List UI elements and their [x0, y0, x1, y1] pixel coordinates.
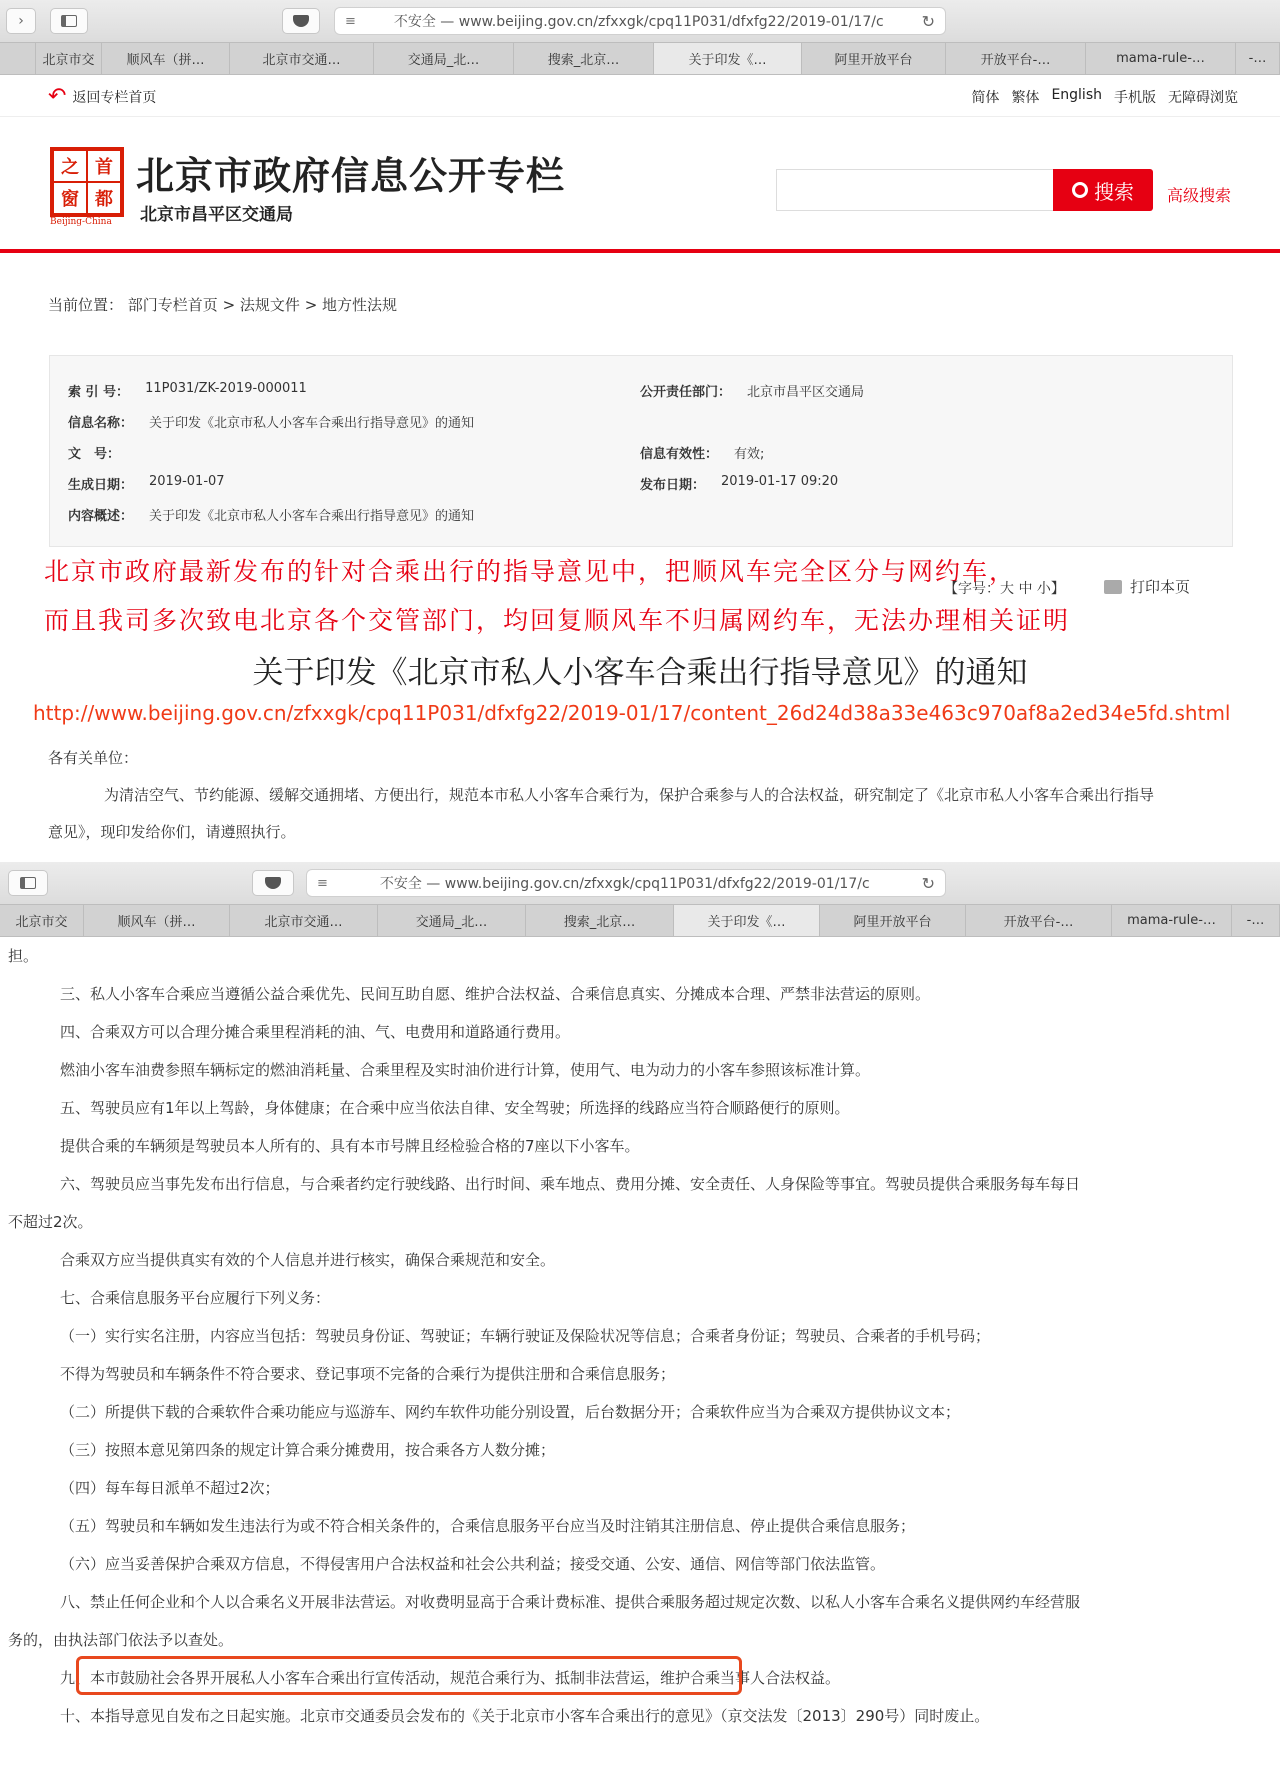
tab-spacer [0, 43, 36, 74]
site-header [0, 117, 1280, 253]
tab-item[interactable]: 搜索_北京… [526, 905, 674, 936]
print-page-link[interactable] [1104, 576, 1190, 597]
body-line: （六）应当妥善保护合乘双方信息，不得侵害用户合法权益和社会公共利益；接受交通、公安、通信、网信等部门依法监管。 [60, 1555, 886, 1573]
tab-item[interactable]: 北京市交通… [230, 43, 374, 74]
search-button[interactable] [1053, 169, 1153, 211]
address-bar[interactable] [306, 869, 946, 897]
back-home-link[interactable] [48, 84, 157, 109]
mobile-version-link[interactable]: 手机版 [1114, 90, 1156, 106]
back-arrow-icon: ↶ [48, 84, 67, 109]
tab-item[interactable]: 交通局_北… [374, 43, 514, 74]
accessibility-link[interactable]: 无障碍浏览 [1168, 90, 1238, 106]
intro-paragraph: 意见》，现印发给你们，请遵照执行。 [48, 823, 296, 841]
site-topbar [0, 75, 1280, 117]
sidebar-toggle-button[interactable] [50, 8, 88, 34]
search-button-label: 搜索 [1094, 179, 1134, 204]
printer-icon [1104, 580, 1122, 594]
tab-item[interactable]: 北京市交 [0, 905, 84, 936]
tab-item[interactable]: -… [1232, 905, 1280, 936]
advanced-search-link[interactable]: 高级搜索 [1167, 186, 1232, 205]
browser-toolbar [0, 0, 1280, 42]
body-line: 务的，由执法部门依法予以查处。 [8, 1631, 234, 1649]
site-logo[interactable]: 之 首 窗 都 [50, 147, 124, 217]
address-text: 不安全 — www.beijing.gov.cn/zfxxgk/cpq11P031/dfxfg22/2019-01/17/c [379, 876, 870, 892]
site-title: 北京市政府信息公开专栏 [136, 154, 566, 198]
tab-item[interactable]: 搜索_北京… [514, 43, 654, 74]
tab-item[interactable]: -… [1236, 43, 1280, 74]
address-bar[interactable] [334, 7, 946, 35]
lang-traditional[interactable]: 繁体 [1011, 90, 1040, 106]
body-line: （五）驾驶员和车辆如发生违法行为或不符合相关条件的，合乘信息服务平台应当及时注销其注册信息、停止提供合乘信息服务； [60, 1517, 916, 1535]
body-line: 八、禁止任何企业和个人以合乘名义开展非法营运。对收费明显高于合乘计费标准、提供合乘服务超过规定次数、以私人小客车合乘名义提供网约车经营服 [60, 1593, 1081, 1611]
forward-button[interactable] [6, 8, 36, 34]
body-line: 四、合乘双方可以合理分摊合乘里程消耗的油、气、电费用和道路通行费用。 [60, 1023, 571, 1041]
back-home-label: 返回专栏首页 [72, 90, 157, 106]
reader-icon: ≡ [345, 13, 356, 29]
body-line: 提供合乘的车辆须是驾驶员本人所有的、具有本市号牌且经检验合格的7座以下小客车。 [60, 1137, 640, 1155]
annotation-line-2: 而且我司多次致电北京各个交管部门，均回复顺风车不归属网约车，无法办理相关证明 [44, 606, 1071, 635]
tab-item-active[interactable]: 关于印发《… [674, 905, 820, 936]
address-text: 不安全 — www.beijing.gov.cn/zfxxgk/cpq11P031/dfxfg22/2019-01/17/c [393, 14, 884, 30]
index-number: 11P031/ZK-2019-000011 [145, 381, 307, 396]
site-subtitle: 北京市昌平区交通局 [140, 205, 293, 225]
intro-paragraph: 为清洁空气、节约能源、缓解交通拥堵、方便出行，规范本市私人小客车合乘行为，保护合乘参与人的合法权益，研究制定了《北京市私人小客车合乘出行指导 [104, 786, 1155, 804]
body-line: 七、合乘信息服务平台应履行下列义务： [60, 1289, 331, 1307]
metadata-panel: 索 引 号： 11P031/ZK-2019-000011 公开责任部门： 北京市昌平区交通局 信息名称： 关于印发《北京市私人小客车合乘出行指导意见》的通知 文 号： 信息有效性： 有效; 生成日期： 2019-01-07 发布日期： 2019-01-17 09:20 内容概述： 关于印发《北京市私人小客车合乘出行指导意见》的通知 [49, 355, 1233, 547]
body-line: 燃油小客车油费参照车辆标定的燃油消耗量、合乘里程及实时油价进行计算，使用气、电为动力的小客车参照该标准计算。 [60, 1061, 871, 1079]
validity-value: 有效; [734, 447, 765, 462]
published-date: 2019-01-17 09:20 [721, 474, 839, 489]
tab-item[interactable]: 开放平台-… [966, 905, 1112, 936]
search-icon [1072, 182, 1088, 198]
body-line: 不超过2次。 [8, 1213, 93, 1231]
lang-simplified[interactable]: 简体 [971, 90, 1000, 106]
body-line: 五、驾驶员应有1年以上驾龄，身体健康；在合乘中应当依法自律、安全驾驶；所选择的线路应当符合顺路便行的原则。 [60, 1099, 850, 1117]
sidebar-icon [20, 877, 36, 889]
highlight-box [76, 1656, 742, 1695]
body-line: （三）按照本意见第四条的规定计算合乘分摊费用，按合乘各方人数分摊； [60, 1441, 556, 1459]
responsible-dept: 北京市昌平区交通局 [747, 385, 865, 400]
reload-icon[interactable]: ↻ [921, 873, 935, 893]
tab-bar [0, 42, 1280, 75]
salutation: 各有关单位： [48, 749, 139, 767]
tab-item[interactable]: 北京市交 [36, 43, 102, 74]
pocket-icon [293, 15, 309, 27]
pocket-icon [265, 877, 281, 889]
breadcrumb-item[interactable]: 部门专栏首页 [127, 296, 218, 314]
print-label: 打印本页 [1130, 578, 1191, 596]
breadcrumb-item[interactable]: 地方性法规 [322, 296, 398, 314]
document-title: 关于印发《北京市私人小客车合乘出行指导意见》的通知 [252, 655, 1028, 691]
annotation-url: http://www.beijing.gov.cn/zfxxgk/cpq11P031/dfxfg22/2019-01/17/content_26d24d38a33e463c970af8a2ed34e5fd.shtml [33, 701, 1231, 725]
breadcrumb-prefix: 当前位置： [48, 296, 124, 314]
browser-toolbar [0, 862, 1280, 904]
body-line: 十、本指导意见自发布之日起实施。北京市交通委员会发布的《关于北京市小客车合乘出行的意见》（京交法发〔2013〕290号）同时废止。 [60, 1707, 990, 1725]
breadcrumb: 当前位置： 部门专栏首页 > 法规文件 > 地方性法规 [48, 296, 398, 314]
tab-item-active[interactable]: 关于印发《… [654, 43, 802, 74]
annotation-line-1: 北京市政府最新发布的针对合乘出行的指导意见中，把顺风车完全区分与网约车， [44, 557, 1017, 586]
pocket-button[interactable] [282, 8, 320, 34]
tab-item[interactable]: 阿里开放平台 [820, 905, 966, 936]
chevron-right-icon: › [18, 13, 24, 29]
body-line: （二）所提供下载的合乘软件合乘功能应与巡游车、网约车软件功能分别设置，后台数据分开；合乘软件应当为合乘双方提供协议文本； [60, 1403, 961, 1421]
body-line: 担。 [8, 947, 39, 965]
tab-item[interactable]: mama-rule-… [1086, 43, 1236, 74]
info-name: 关于印发《北京市私人小客车合乘出行指导意见》的通知 [149, 416, 475, 431]
tab-item[interactable]: 北京市交通… [230, 905, 378, 936]
reader-icon: ≡ [317, 875, 328, 891]
tab-item[interactable]: 交通局_北… [378, 905, 526, 936]
sidebar-toggle-button[interactable] [8, 870, 48, 896]
created-date: 2019-01-07 [149, 474, 225, 489]
tab-item[interactable]: 顺风车（拼… [84, 905, 230, 936]
body-line: 三、私人小客车合乘应当遵循公益合乘优先、民间互助自愿、维护合法权益、合乘信息真实、分摊成本合理、严禁非法营运的原则。 [60, 985, 931, 1003]
sidebar-icon [61, 15, 77, 27]
lang-english[interactable]: English [1051, 87, 1102, 103]
body-line-highlighted: 九、本市鼓励社会各界开展私人小客车合乘出行宣传活动，规范合乘行为、抵制非法营运，维护合乘当事人合法权益。 [60, 1669, 841, 1687]
tab-item[interactable]: 顺风车（拼… [102, 43, 230, 74]
body-line: 不得为驾驶员和车辆条件不符合要求、登记事项不完备的合乘行为提供注册和合乘信息服务； [60, 1365, 676, 1383]
browser-window-top [0, 0, 1280, 858]
tab-bar [0, 904, 1280, 937]
reload-icon[interactable]: ↻ [921, 11, 935, 31]
body-line: 合乘双方应当提供真实有效的个人信息并进行核实，确保合乘规范和安全。 [60, 1251, 556, 1269]
body-line: （一）实行实名注册，内容应当包括：驾驶员身份证、驾驶证；车辆行驶证及保险状况等信息；合乘者身份证；驾驶员、合乘者的手机号码； [60, 1327, 991, 1345]
tab-item[interactable]: 开放平台-… [946, 43, 1086, 74]
pocket-button[interactable] [252, 870, 294, 896]
breadcrumb-item[interactable]: 法规文件 [239, 296, 300, 314]
font-size-control[interactable]: 【字号：大 中 小】 [944, 581, 1065, 597]
tab-item[interactable]: 阿里开放平台 [802, 43, 946, 74]
tab-item[interactable]: mama-rule-… [1112, 905, 1232, 936]
body-line: 六、驾驶员应当事先发布出行信息，与合乘者约定行驶线路、出行时间、乘车地点、费用分摊、安全责任、人身保险等事宜。驾驶员提供合乘服务每车每日 [60, 1175, 1081, 1193]
body-line: （四）每车每日派单不超过2次； [60, 1479, 280, 1497]
language-links [971, 87, 1238, 107]
content-summary: 关于印发《北京市私人小客车合乘出行指导意见》的通知 [149, 509, 475, 524]
logo-subtext: Beijing-China [50, 217, 112, 227]
search-input[interactable] [776, 169, 1054, 211]
